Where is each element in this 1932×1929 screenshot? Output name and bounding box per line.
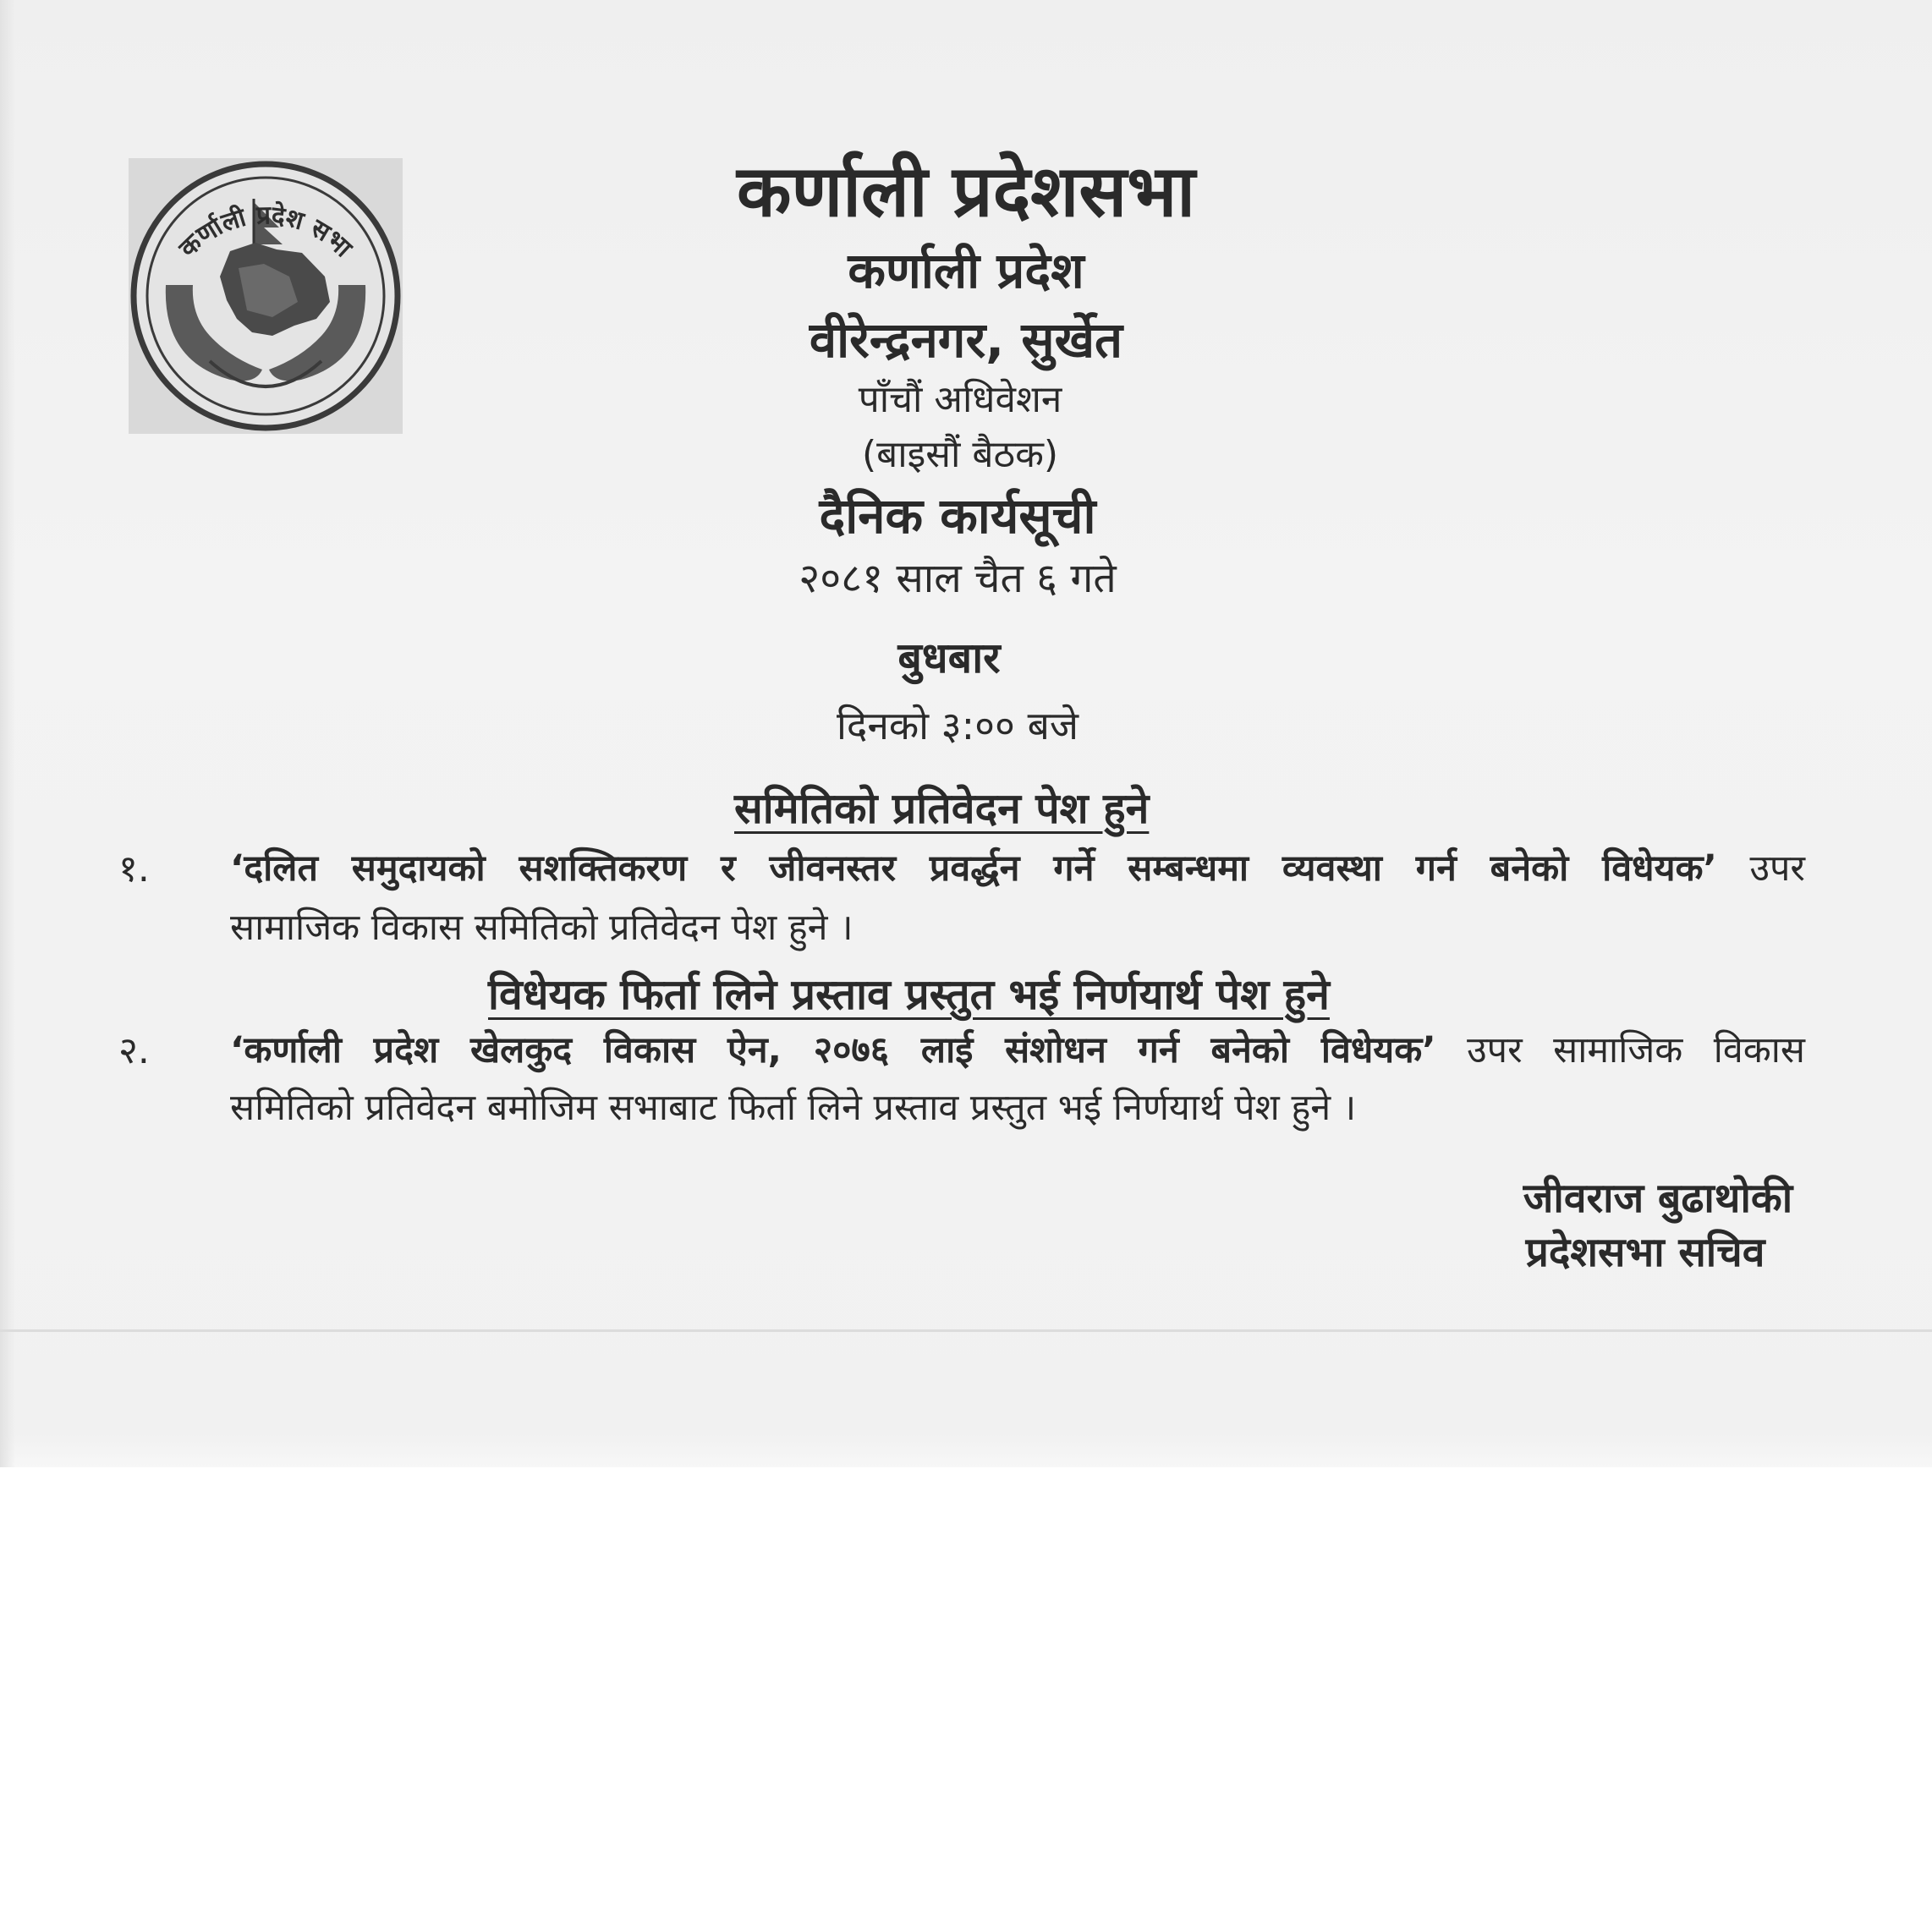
meeting-time: दिनको ३:०० बजे xyxy=(836,703,1079,748)
location: वीरेन्द्रनगर, सुर्खेत xyxy=(809,311,1123,369)
section-heading-bill-withdrawal: विधेयक फिर्ता लिने प्रस्ताव प्रस्तुत भई निर्णयार्थ पेश हुने xyxy=(488,970,1330,1019)
page-fold-line xyxy=(0,1329,1932,1332)
weekday: बुधबार xyxy=(897,633,1001,682)
agenda-item-line: समितिको प्रतिवेदन बमोजिम सभाबाट फिर्ता लिने प्रस्ताव प्रस्तुत भई निर्णयार्थ पेश हुने । xyxy=(230,1087,1357,1129)
page-title: कर्णाली प्रदेशसभा xyxy=(736,150,1196,233)
section-heading-committee-report: समितिको प्रतिवेदन पेश हुने xyxy=(734,784,1150,833)
item-text: उपर सामाजिक विकास xyxy=(1467,1029,1806,1071)
date: २०८१ साल चैत ६ गते xyxy=(799,555,1117,602)
item-text: उपर xyxy=(1749,847,1806,890)
agenda-item-line: सामाजिक विकास समितिको प्रतिवेदन पेश हुने । xyxy=(230,907,853,949)
province-name: कर्णाली प्रदेश xyxy=(848,242,1084,299)
agenda-item-line xyxy=(230,1023,1805,1073)
agenda-item-line xyxy=(230,841,1805,891)
document-type: दैनिक कार्यसूची xyxy=(819,487,1096,545)
seal-text: कर्णाली प्रदेश सभा xyxy=(173,200,358,264)
bill-title: ‘कर्णाली प्रदेश खेलकुद विकास ऐन, २०७६ लाई संशोधन गर्न बनेको विधेयक’ xyxy=(230,1029,1436,1071)
signatory-designation: प्रदेशसभा सचिव xyxy=(1525,1229,1765,1276)
item-number: १. xyxy=(118,847,150,891)
session: पाँचौं अधिवेशन xyxy=(858,378,1062,421)
meeting: (बाइसौं बैठक) xyxy=(861,433,1059,476)
signatory-name: जीवराज बुढाथोकी xyxy=(1523,1175,1793,1222)
bill-title: ‘दलित समुदायको सशक्तिकरण र जीवनस्तर प्रवर्द्धन गर्ने सम्बन्धमा व्यवस्था गर्न बनेको विधेयक’ xyxy=(230,847,1717,890)
item-number: २. xyxy=(118,1029,150,1072)
